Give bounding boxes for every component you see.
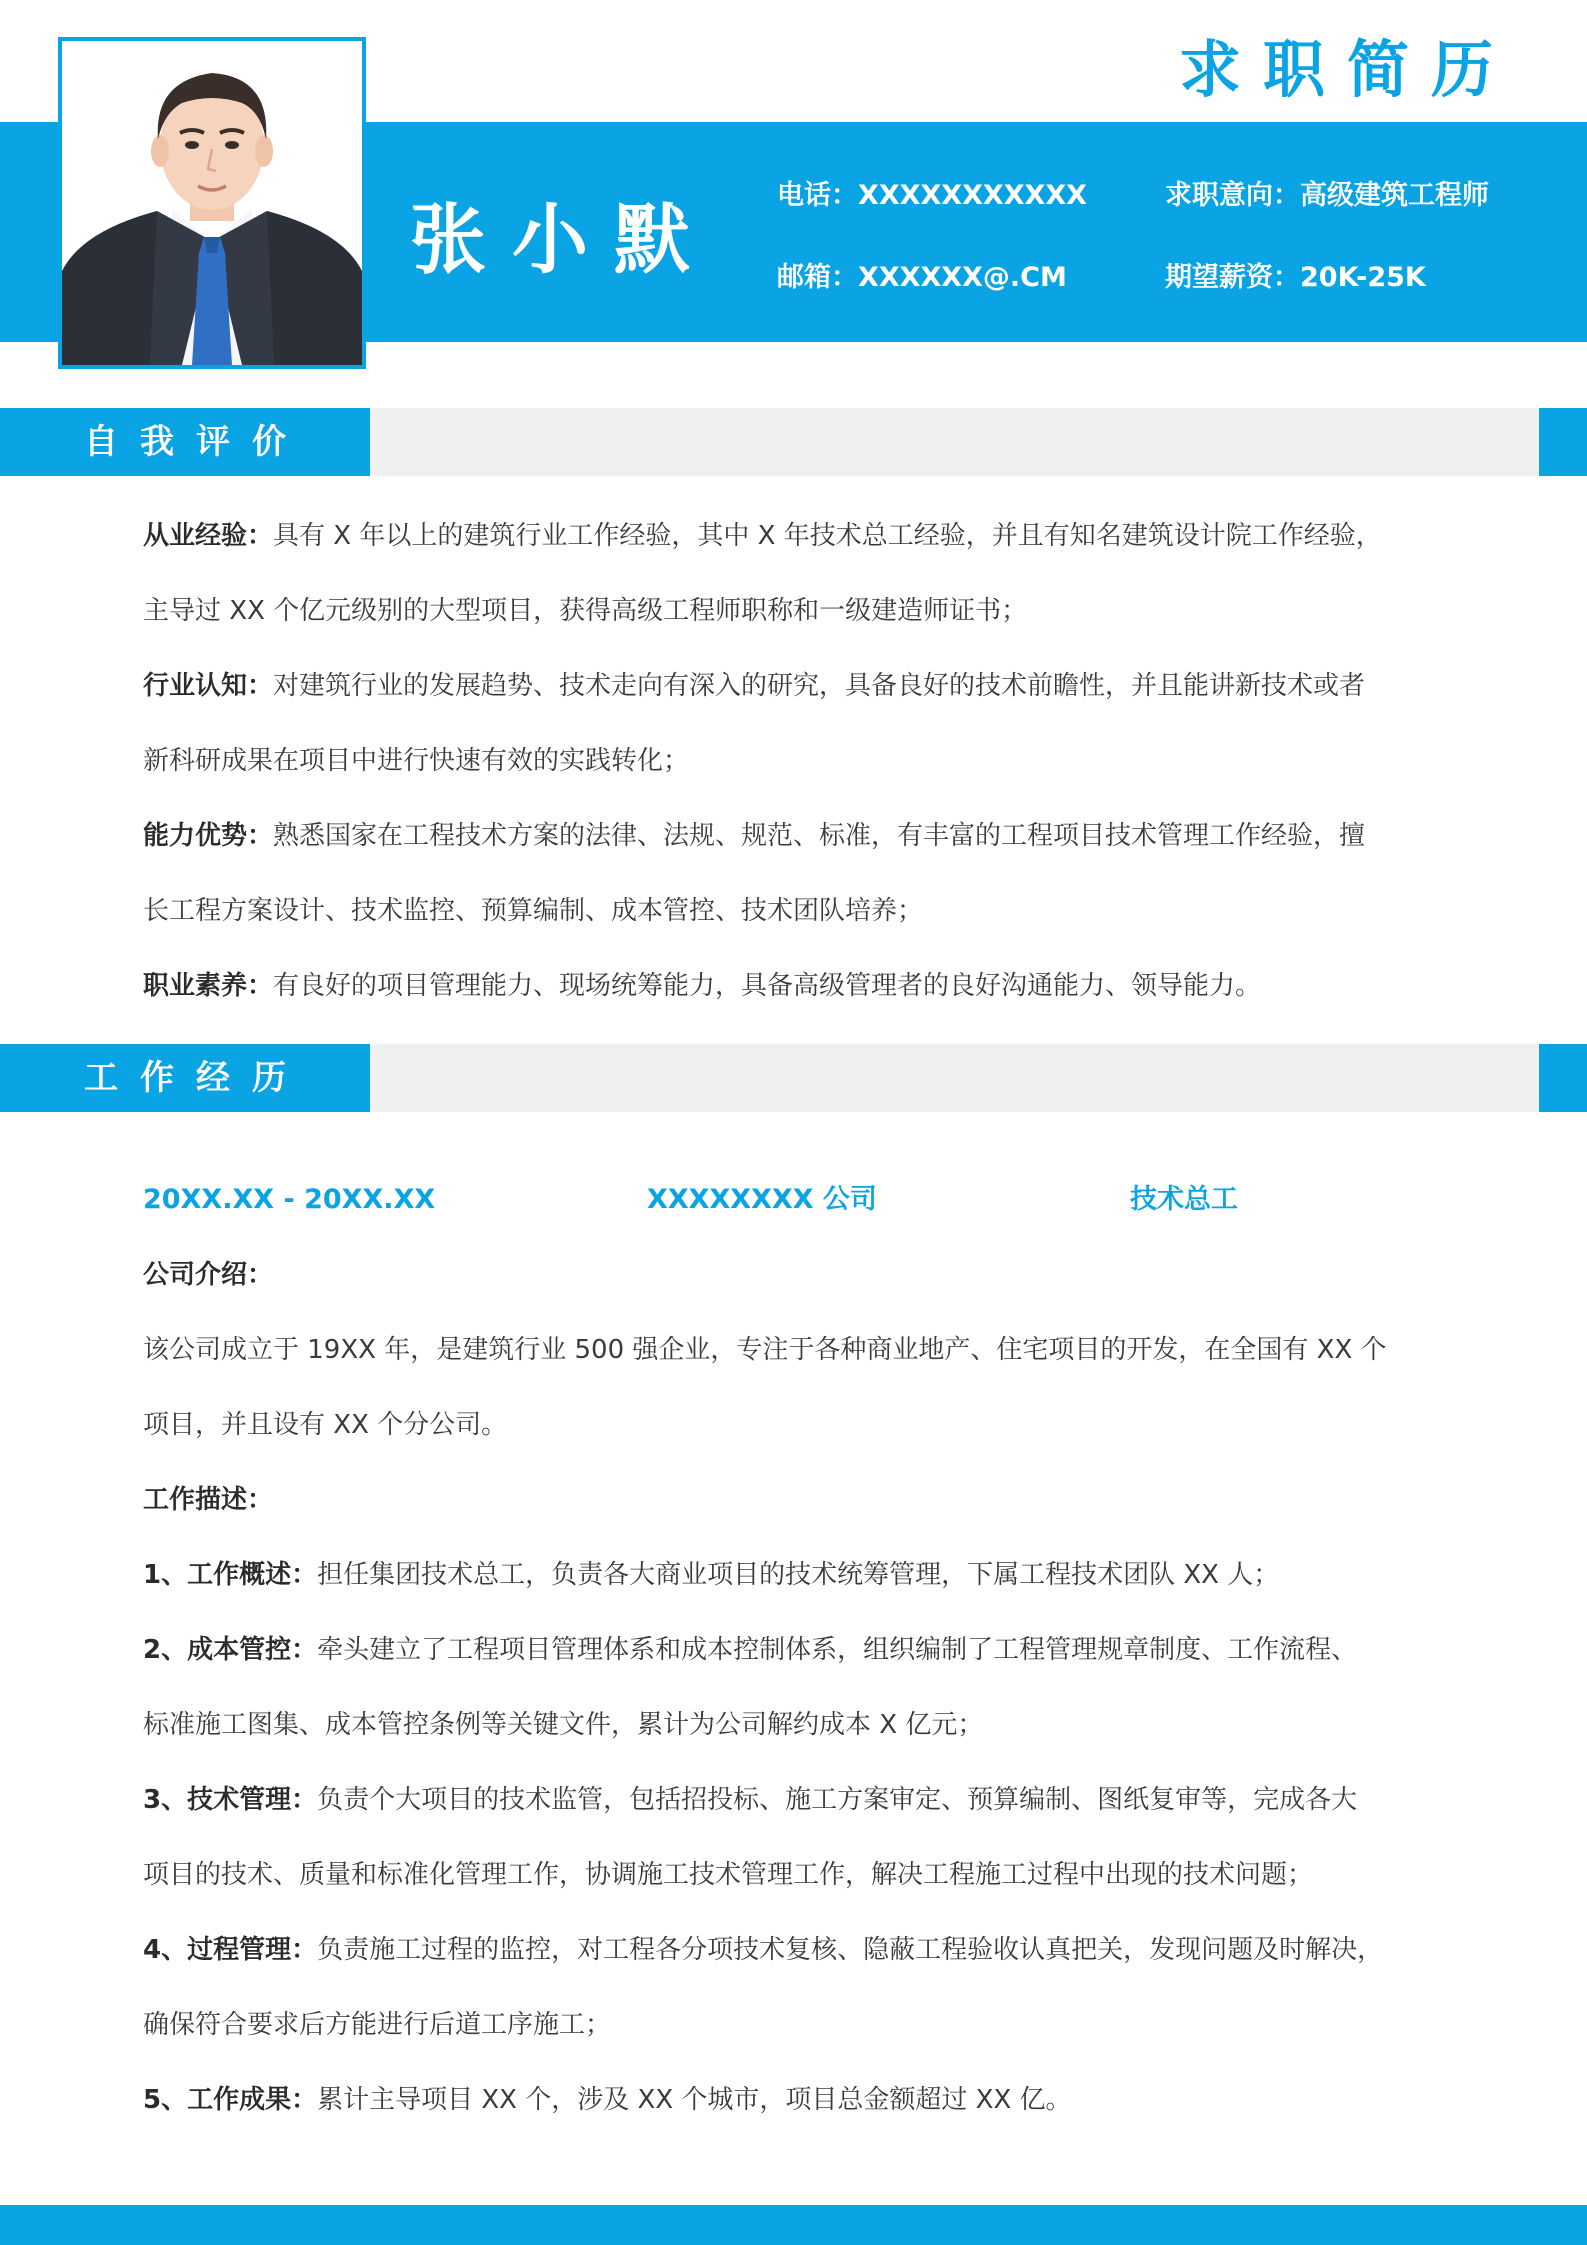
section-bar-end-accent	[1539, 408, 1587, 476]
section-title-self-evaluation: 自我评价	[84, 422, 308, 462]
section-tab	[0, 1044, 370, 1112]
portrait-illustration	[62, 41, 362, 365]
duty-label: 4、过程管理：	[143, 1935, 318, 1965]
job-intention-info: 求职意向：高级建筑工程师	[1165, 180, 1489, 211]
work-period: 20XX.XX - 20XX.XX	[143, 1184, 436, 1215]
duty-label: 3、技术管理：	[143, 1785, 318, 1815]
company-intro-line: 项目，并且设有 XX 个分公司。	[143, 1410, 508, 1440]
phone-info: 电话：XXXXXXXXXXX	[777, 180, 1087, 211]
self-eval-line: 长工程方案设计、技术监控、预算编制、成本管控、技术团队培养；	[143, 896, 924, 926]
job-description-label: 工作描述：	[143, 1485, 274, 1515]
profile-photo	[58, 37, 366, 369]
job-position: 技术总工	[1130, 1184, 1238, 1215]
duty-label: 5、工作成果：	[143, 2085, 318, 2115]
duty-line: 项目的技术、质量和标准化管理工作，协调施工技术管理工作，解决工程施工过程中出现的技术问题；	[143, 1860, 1314, 1890]
candidate-name: 张小默	[410, 195, 716, 284]
item-label: 从业经验：	[143, 521, 274, 551]
section-title-work-experience: 工作经历	[84, 1058, 308, 1098]
item-label: 行业认知：	[143, 671, 274, 701]
self-eval-line: 主导过 XX 个亿元级别的大型项目，获得高级工程师职称和一级建造师证书；	[143, 596, 1028, 626]
self-eval-line: 从业经验：具有 X 年以上的建筑行业工作经验，其中 X 年技术总工经验，并且有知名建筑设计院工作经验，	[143, 521, 1382, 551]
section-bar-work-experience	[0, 1044, 1587, 1112]
section-tab	[0, 408, 370, 476]
email-info: 邮箱：XXXXXX@.CM	[777, 262, 1067, 293]
company-intro-line: 该公司成立于 19XX 年，是建筑行业 500 强企业，专注于各种商业地产、住宅项目的开发，在全国有 XX 个	[143, 1335, 1387, 1365]
duty-line: 5、工作成果：累计主导项目 XX 个，涉及 XX 个城市，项目总金额超过 XX 亿。	[143, 2085, 1072, 2115]
self-eval-line: 能力优势：熟悉国家在工程技术方案的法律、法规、规范、标准，有丰富的工程项目技术管理工作经验，擅	[143, 821, 1366, 851]
duty-label: 2、成本管控：	[143, 1635, 318, 1665]
duty-line: 确保符合要求后方能进行后道工序施工；	[143, 2010, 612, 2040]
self-eval-line: 新科研成果在项目中进行快速有效的实践转化；	[143, 746, 690, 776]
section-bar-end-accent	[1539, 1044, 1587, 1112]
self-eval-line: 行业认知：对建筑行业的发展趋势、技术走向有深入的研究，具备良好的技术前瞻性，并且能讲新技术或者	[143, 671, 1366, 701]
duty-line: 1、工作概述：担任集团技术总工，负责各大商业项目的技术统筹管理，下属工程技术团队 XX 人；	[143, 1560, 1280, 1590]
document-title: 求职简历	[1178, 33, 1515, 106]
duty-line: 标准施工图集、成本管控条例等关键文件，累计为公司解约成本 X 亿元；	[143, 1710, 984, 1740]
duty-line: 3、技术管理：负责个大项目的技术监管，包括招投标、施工方案审定、预算编制、图纸复审等，完成各大	[143, 1785, 1358, 1815]
footer-band	[0, 2205, 1587, 2245]
company-intro-label: 公司介绍：	[143, 1260, 274, 1290]
item-label: 能力优势：	[143, 821, 274, 851]
company-name: XXXXXXXX 公司	[647, 1184, 877, 1215]
duty-label: 1、工作概述：	[143, 1560, 318, 1590]
expected-salary-info: 期望薪资：20K-25K	[1165, 262, 1426, 293]
duty-line: 4、过程管理：负责施工过程的监控，对工程各分项技术复核、隐蔽工程验收认真把关，发现问题及时解决，	[143, 1935, 1384, 1965]
section-bar-self-evaluation	[0, 408, 1587, 476]
item-label: 职业素养：	[143, 971, 274, 1001]
duty-line: 2、成本管控：牵头建立了工程项目管理体系和成本控制体系，组织编制了工程管理规章制度、工作流程、	[143, 1635, 1358, 1665]
self-eval-line: 职业素养：有良好的项目管理能力、现场统筹能力，具备高级管理者的良好沟通能力、领导能力。	[143, 971, 1262, 1001]
